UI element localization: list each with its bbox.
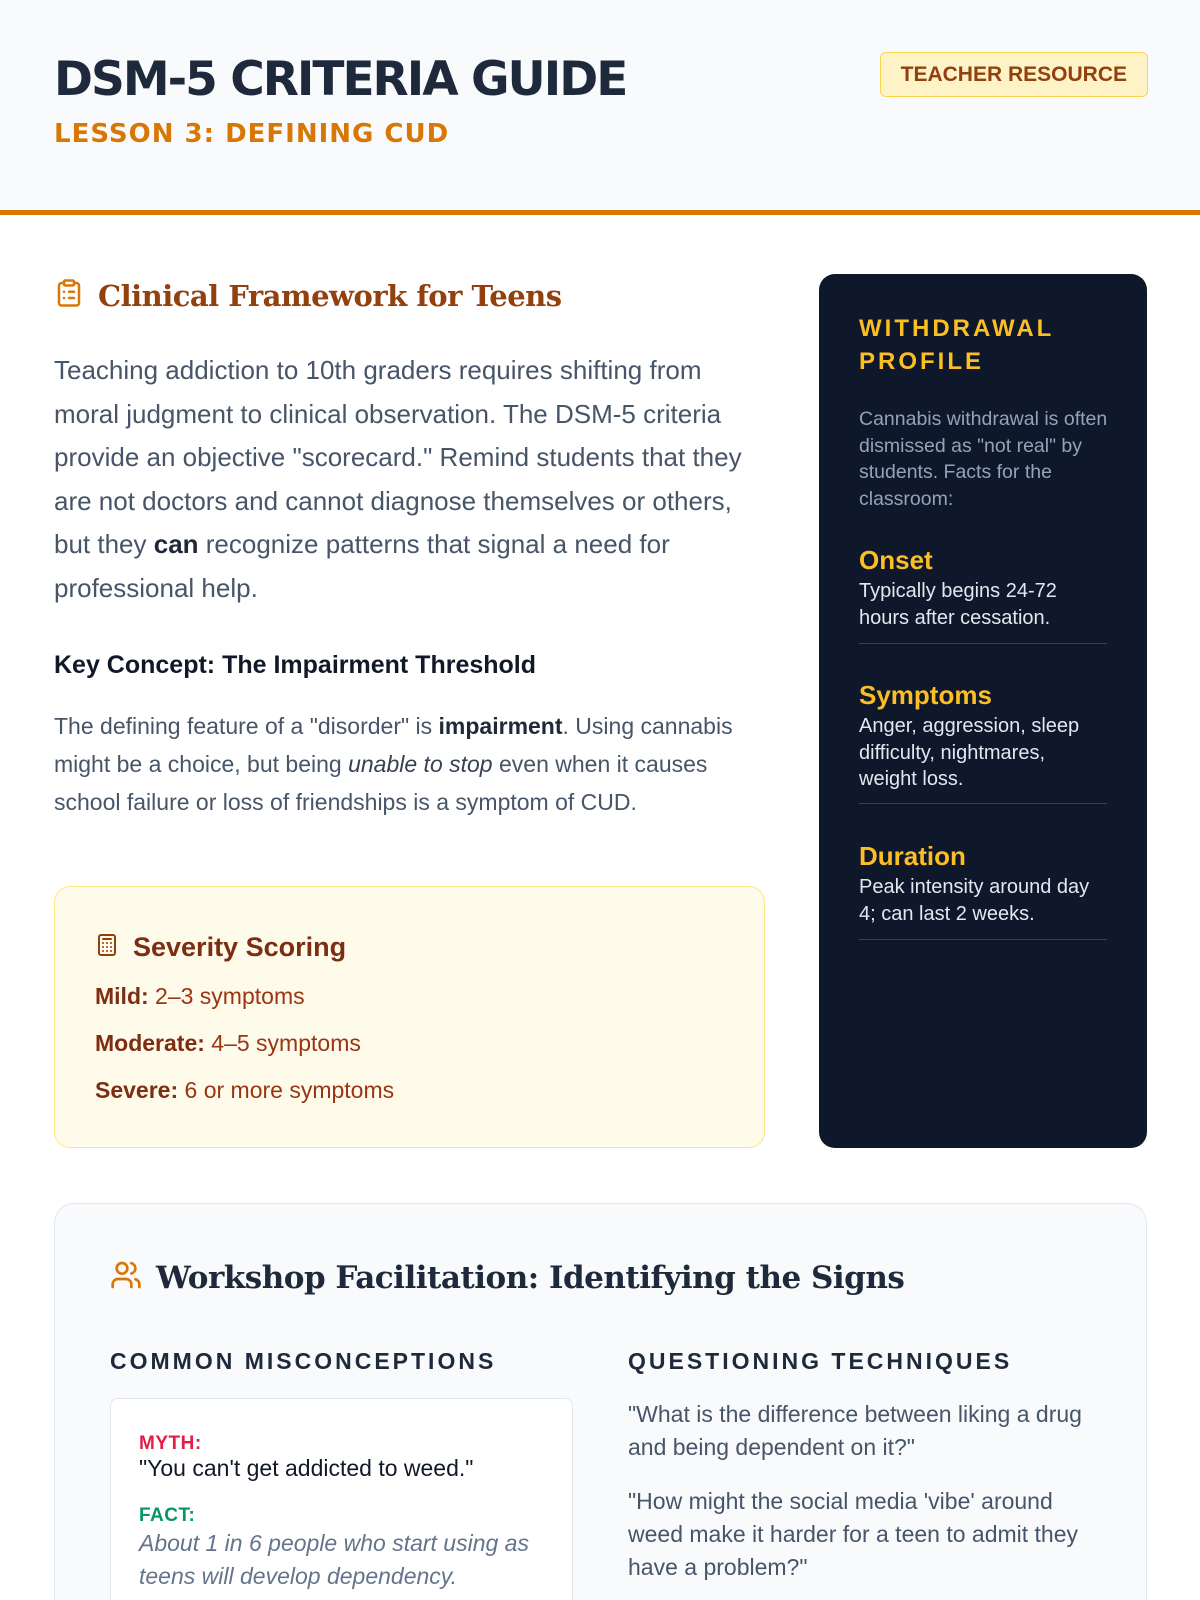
- questioning-title: QUESTIONING TECHNIQUES: [628, 1348, 1013, 1374]
- severity-scoring-box: [54, 886, 765, 1148]
- severity-row-mild: Mild: 2–3 symptoms: [95, 983, 305, 1009]
- concept-text: The defining feature of a "disorder" is impairment. Using cannabis might be a choice, but being unable to stop even when it causes school failure or loss of friendships is a symptom of CUD.: [54, 713, 733, 815]
- fact-label: FACT:: [139, 1505, 196, 1526]
- workshop-card: [54, 1203, 1147, 1600]
- users-icon: [110, 1259, 142, 1296]
- page-header: [0, 0, 1200, 215]
- fact-symptoms: [859, 679, 1107, 804]
- severity-title: Severity Scoring: [133, 932, 347, 962]
- withdrawal-title: WITHDRAWAL PROFILE: [859, 315, 1054, 375]
- severity-row-severe: Severe: 6 or more symptoms: [95, 1077, 395, 1103]
- framework-heading: [54, 277, 562, 314]
- myth-fact-card: [110, 1398, 573, 1600]
- framework-intro: Teaching addiction to 10th graders requires shifting from moral judgment to clinical observation. The DSM-5 criteria provide an objective "scorecard." Remind students that they are not doctors and cannot diagnose themselves or others, but they can recognize patterns that signal a need for professional help.: [54, 355, 742, 603]
- fact-text: About 1 in 6 people who start using as teens will develop dependency.: [139, 1530, 529, 1589]
- clipboard-icon: [54, 277, 84, 314]
- fact-label: Onset: [859, 545, 933, 575]
- workshop-title: Workshop Facilitation: Identifying the Signs: [156, 1259, 905, 1296]
- framework-title: Clinical Framework for Teens: [98, 278, 562, 313]
- withdrawal-intro: Cannabis withdrawal is often dismissed as "not real" by students. Facts for the classroom:: [859, 408, 1108, 510]
- fact-text: Typically begins 24-72 hours after cessation.: [859, 580, 1057, 629]
- concept-title: Key Concept: The Impairment Threshold: [54, 651, 537, 679]
- myth-label: MYTH:: [139, 1433, 202, 1454]
- fact-onset: [859, 544, 1107, 644]
- workshop-heading: [110, 1259, 904, 1296]
- teacher-resource-badge: TEACHER RESOURCE: [880, 52, 1148, 97]
- severity-heading: [95, 932, 346, 963]
- myth-text: "You can't get addicted to weed.": [139, 1455, 474, 1481]
- withdrawal-profile-panel: [819, 274, 1147, 1148]
- fact-text: Peak intensity around day 4; can last 2 weeks.: [859, 876, 1090, 925]
- misconceptions-title: COMMON MISCONCEPTIONS: [110, 1348, 497, 1374]
- calculator-icon: [95, 932, 119, 963]
- fact-duration: [859, 840, 1107, 940]
- question-item: "What is the difference between liking a drug and being dependent on it?": [628, 1401, 1082, 1460]
- page-subtitle: LESSON 3: DEFINING CUD: [54, 119, 450, 149]
- fact-label: Duration: [859, 841, 966, 871]
- fact-text: Anger, aggression, sleep difficulty, nightmares, weight loss.: [859, 715, 1080, 790]
- page-title: DSM-5 CRITERIA GUIDE: [54, 52, 627, 107]
- fact-label: Symptoms: [859, 680, 992, 710]
- question-item: "How might the social media 'vibe' around weed make it harder for a teen to admit they have a problem?": [628, 1488, 1079, 1580]
- severity-row-moderate: Moderate: 4–5 symptoms: [95, 1030, 361, 1056]
